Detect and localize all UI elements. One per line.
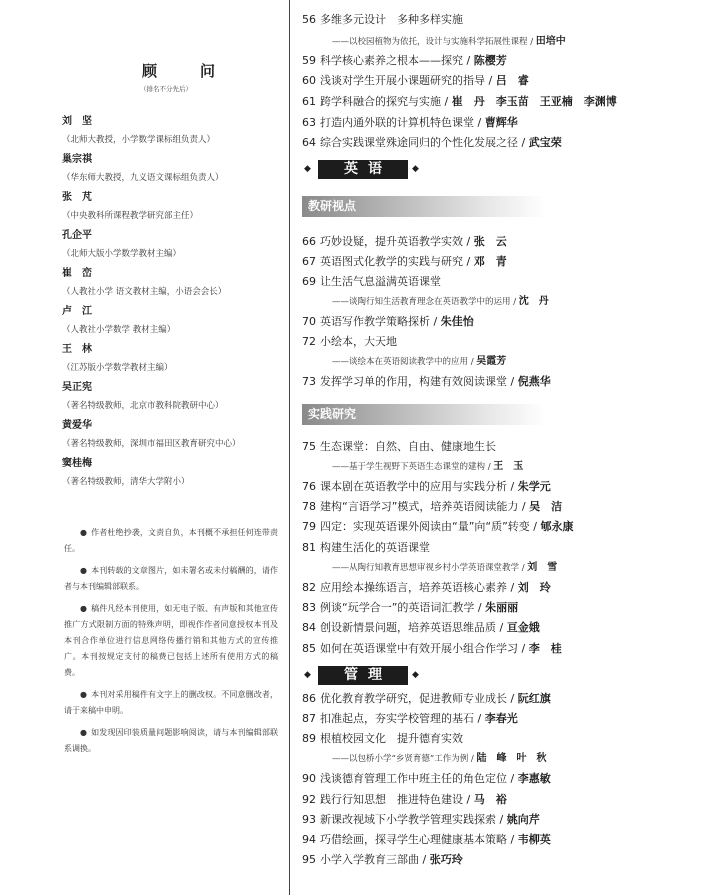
advisor-desc: （中央教科所课程教学研究部主任）	[62, 211, 199, 221]
advisor	[62, 112, 302, 150]
toc-entry[interactable]: 95 小学入学教育三部曲 / 张巧玲	[302, 853, 463, 866]
advisor-name: 崔 峦	[62, 268, 92, 279]
toc-entry[interactable]: 92 践行行知思想 推进特色建设 / 马 裕	[302, 793, 507, 806]
toc-subtitle: ——从陶行知教育思想审视乡村小学英语课堂教学 / 刘 雪	[332, 562, 558, 573]
toc-entry[interactable]: 87 扣准起点，夯实学校管理的基石 / 李春光	[302, 712, 518, 725]
section-label: 管理	[318, 666, 408, 685]
toc-entry[interactable]: 69 让生活气息溢满英语课堂	[302, 275, 441, 288]
diamond-icon: ◆	[304, 164, 311, 174]
toc-entry[interactable]: 61 跨学科融合的探究与实施 / 崔 丹 李玉苗 王亚楠 李渊博	[302, 95, 617, 108]
advisors-list	[62, 112, 302, 492]
toc-entry[interactable]: 93 新课改视域下小学教学管理实践探索 / 姚向芹	[302, 813, 540, 826]
toc-entry[interactable]: 94 巧借绘画，探寻学生心理健康基本策略 / 韦柳英	[302, 833, 551, 846]
toc-entry[interactable]: 82 应用绘本操练语言，培养英语核心素养 / 刘 玲	[302, 581, 551, 594]
notice: ● 如发现因印装质量问题影响阅读，请与本刊编辑部联系调换。	[64, 728, 279, 753]
advisor	[62, 226, 302, 264]
advisor-desc: （著名特级教师，北京市教科院教研中心）	[62, 401, 224, 411]
section-heading-management	[304, 666, 554, 686]
toc-subtitle: ——以校园植物为依托，设计与实施科学拓展性课程 / 田培中	[332, 36, 566, 47]
toc-subtitle: ——基于学生视野下英语生态课堂的建构 / 王 玉	[332, 461, 524, 472]
advisor-name: 张 芃	[62, 192, 92, 203]
toc-entry[interactable]: 75 生态课堂：自然、自由、健康地生长	[302, 440, 496, 453]
advisor	[62, 340, 302, 378]
toc-entry[interactable]: 83 例谈“玩学合一”的英语词汇教学 / 朱丽丽	[302, 601, 519, 614]
toc-entry[interactable]: 79 四定：实现英语课外阅读由“量”向“质”转变 / 郇永康	[302, 520, 574, 533]
advisor	[62, 416, 302, 454]
advisor	[62, 264, 302, 302]
advisor-name: 黄爱华	[62, 420, 92, 431]
toc-entry[interactable]: 89 根植校园文化 提升德育实效	[302, 732, 463, 745]
toc-entry[interactable]: 70 英语写作教学策略探析 / 朱佳怡	[302, 315, 474, 328]
toc-entry[interactable]: 78 建构“言语学习”模式，培养英语阅读能力 / 吴 洁	[302, 500, 563, 513]
bullet-dot-icon: ●	[80, 604, 88, 613]
advisor-desc: （华东师大教授，九义语文课标组负责人）	[62, 173, 224, 183]
diamond-icon: ◆	[412, 164, 419, 174]
notice: ● 本刊对采用稿件有文字上的删改权。不同意删改者，请于来稿中申明。	[64, 690, 279, 715]
toc-entry[interactable]: 73 发挥学习单的作用，构建有效阅读课堂 / 倪燕华	[302, 375, 551, 388]
advisor	[62, 454, 302, 492]
toc-entry[interactable]: 66 巧妙设疑，提升英语教学实效 / 张 云	[302, 235, 507, 248]
toc-entry[interactable]: 86 优化教育教学研究，促进教师专业成长 / 阮红旗	[302, 692, 551, 705]
advisor-name: 王 林	[62, 344, 92, 355]
advisor-desc: （北师大版小学数学教材主编）	[62, 249, 182, 259]
toc-entry[interactable]: 59 科学核心素养之根本——探究 / 陈樱芳	[302, 54, 507, 67]
advisor-desc: （著名特级教师，深圳市福田区教育研究中心）	[62, 439, 241, 449]
toc-entry[interactable]: 64 综合实践课堂殊途同归的个性化发展之径 / 武宝荣	[302, 136, 562, 149]
advisor-desc: （北师大教授，小学数学课标组负责人）	[62, 135, 216, 145]
toc-entry[interactable]: 56 多维多元设计 多种多样实施	[302, 13, 463, 26]
advisor-name: 吴正宪	[62, 382, 92, 393]
advisor-name: 窦桂梅	[62, 458, 92, 469]
subsection-heading: 教研视点	[302, 196, 546, 217]
toc-entry[interactable]: 63 打造内通外联的计算机特色课堂 / 曹辉华	[302, 116, 518, 129]
toc-entry[interactable]: 84 创设新情景问题，培养英语思维品质 / 亘金娥	[302, 621, 540, 634]
toc-entry[interactable]: 81 构建生活化的英语课堂	[302, 541, 430, 554]
notice: ● 稿件凡经本刊使用，如无电子版、有声版和其他宣传推广方式限制方面的特殊声明，即视作作者同意授权本刊及本刊合作单位进行信息网络传播行销和其他方式的宣传推广。本刊按规定支付的稿费已包括上述所有使用方式的稿费。	[64, 604, 279, 677]
toc-entry[interactable]: 85 如何在英语课堂中有效开展小组合作学习 / 李 桂	[302, 642, 562, 655]
advisor-desc: （江苏版小学数学教材主编）	[62, 363, 173, 373]
section-label: 英语	[318, 160, 408, 179]
bullet-dot-icon: ●	[80, 566, 88, 575]
toc-subtitle: ——谈绘本在英语阅读教学中的应用 / 吴霞芳	[332, 356, 507, 367]
toc-subtitle: ——谈陶行知生活教育理念在英语教学中的运用 / 沈 丹	[332, 296, 549, 307]
notices	[64, 525, 278, 763]
notice: ● 本刊转载的文章图片，如未署名或未付稿酬的，请作者与本刊编辑部联系。	[64, 566, 279, 591]
advisor	[62, 302, 302, 340]
toc-entry[interactable]: 72 小绘本，大天地	[302, 335, 397, 348]
toc-entry[interactable]: 60 浅谈对学生开展小课题研究的指导 / 吕 睿	[302, 74, 529, 87]
advisors-title: 顾 问	[142, 62, 230, 80]
advisors-subtitle: （排名不分先后）	[140, 85, 192, 93]
notice: ● 作者杜绝抄袭，文责自负，本刊概不承担任何连带责任。	[64, 528, 279, 553]
diamond-icon: ◆	[412, 670, 419, 680]
bullet-dot-icon: ●	[80, 528, 88, 537]
advisor-name: 巢宗祺	[62, 154, 92, 165]
advisor-desc: （人教社小学 语文教材主编，小语会会长）	[62, 287, 227, 297]
advisor-name: 刘 坚	[62, 116, 92, 127]
toc-entry[interactable]: 67 英语图式化教学的实践与研究 / 邓 青	[302, 255, 507, 268]
advisor-desc: （著名特级教师，清华大学附小）	[62, 477, 190, 487]
subsection-heading: 实践研究	[302, 404, 546, 425]
toc-entry[interactable]: 76 课本剧在英语教学中的应用与实践分析 / 朱学元	[302, 480, 551, 493]
advisor-name: 卢 江	[62, 306, 92, 317]
advisor	[62, 150, 302, 188]
diamond-icon: ◆	[304, 670, 311, 680]
advisor-desc: （人教社小学数学 教材主编）	[62, 325, 176, 335]
toc-subtitle: ——以包桥小学“乡贤育德”工作为例 / 陆 峰 叶 秋	[332, 753, 547, 764]
bullet-dot-icon: ●	[80, 690, 88, 699]
toc-entry[interactable]: 90 浅谈德育管理工作中班主任的角色定位 / 李惠敏	[302, 772, 551, 785]
column-divider	[289, 0, 290, 895]
section-heading-english	[304, 160, 554, 180]
advisor	[62, 378, 302, 416]
advisor-name: 孔企平	[62, 230, 92, 241]
bullet-dot-icon: ●	[80, 728, 88, 737]
advisor	[62, 188, 302, 226]
